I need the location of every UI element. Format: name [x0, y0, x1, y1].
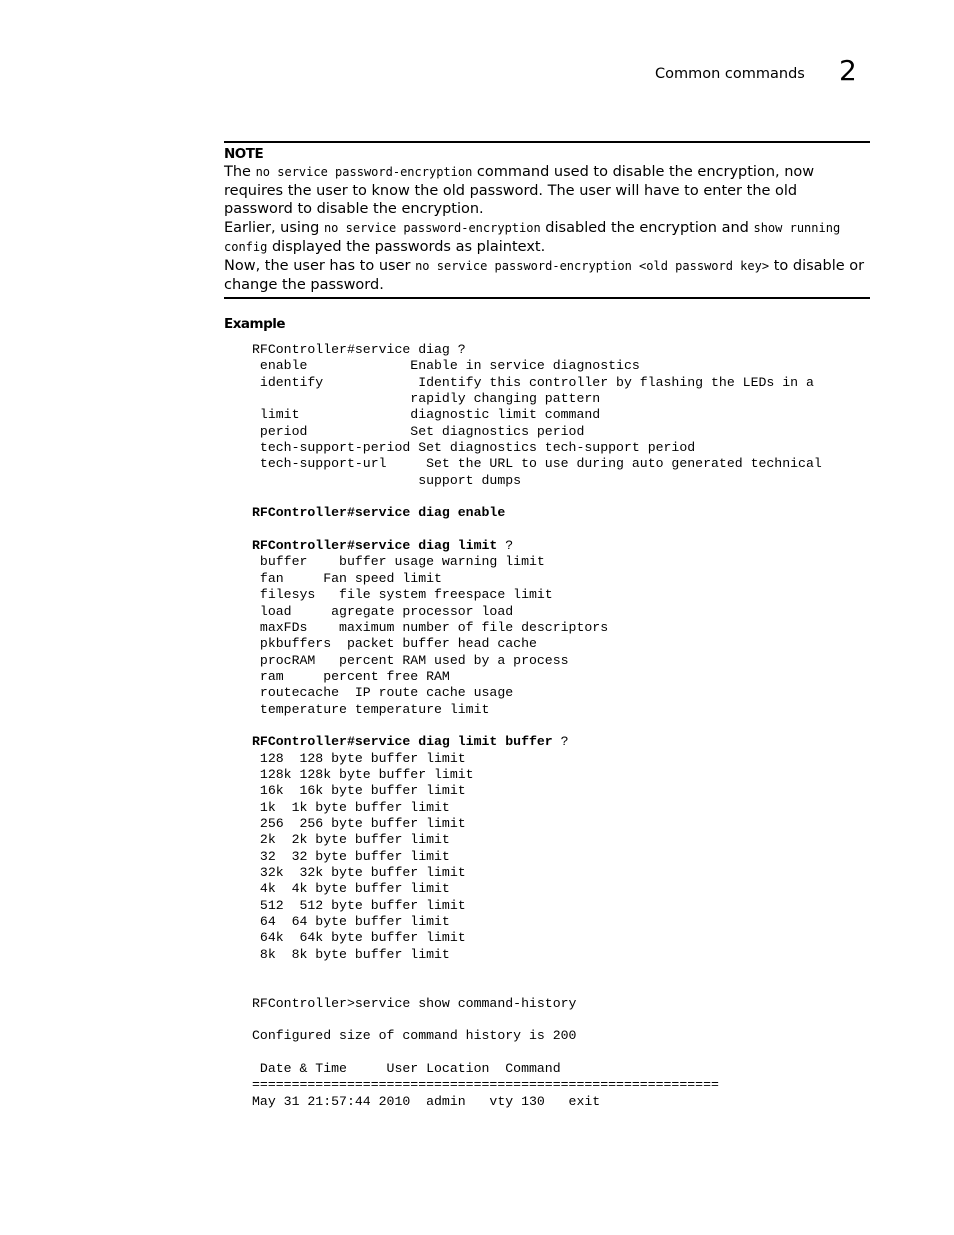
code-text: RFController#service diag ?: [252, 342, 466, 357]
code-text: 128 128 byte buffer limit: [252, 750, 466, 766]
code-text: limit diagnostic limit command: [252, 407, 601, 423]
code-text: filesys file system freespace limit: [252, 587, 553, 603]
inline-command: no service password-encryption <old password key>: [415, 258, 770, 273]
code-line: [252, 930, 822, 946]
code-line: [252, 407, 822, 423]
section-title: Common commands: [655, 66, 805, 82]
code-line: [252, 391, 822, 407]
code-text: 2k 2k byte buffer limit: [252, 832, 450, 848]
note-text: Now, the user has to user: [224, 257, 416, 274]
code-text: Date & Time User Location Command: [252, 1061, 561, 1077]
note-bottom-rule: [224, 297, 870, 299]
code-text: 128k 128k byte buffer limit: [252, 766, 474, 782]
code-line: [252, 767, 822, 783]
code-text: enable Enable in service diagnostics: [252, 358, 640, 374]
code-command: RFController#service diag limit buffer: [252, 734, 553, 750]
code-text: temperature temperature limit: [252, 701, 490, 717]
note-box: [224, 145, 870, 294]
code-line: [252, 996, 822, 1012]
code-line: [252, 554, 822, 570]
note-text: disabled the encryption and: [540, 220, 754, 237]
code-text: period Set diagnostics period: [252, 423, 585, 439]
code-line: [252, 1028, 822, 1044]
code-line: [252, 816, 822, 832]
code-line: [252, 718, 822, 734]
note-paragraph-3: [224, 257, 870, 295]
note-text: The: [224, 163, 256, 180]
code-text: ?: [552, 734, 569, 750]
code-line: [252, 751, 822, 767]
note-text: displayed the passwords as plaintext.: [267, 238, 546, 255]
code-line: [252, 898, 822, 914]
code-line: [252, 473, 822, 489]
code-text: 16k 16k byte buffer limit: [252, 783, 466, 799]
note-text: Earlier, using: [224, 220, 324, 237]
code-example: [252, 342, 822, 1110]
code-line: [252, 456, 822, 472]
chapter-number: 2: [839, 54, 857, 87]
code-line: [252, 800, 822, 816]
code-text: 64k 64k byte buffer limit: [252, 930, 466, 946]
code-text: identify Identify this controller by flashing the LEDs in a: [252, 374, 814, 390]
code-command: RFController#service diag enable: [252, 505, 506, 521]
code-line: [252, 783, 822, 799]
code-text: ===========================================================: [252, 1077, 719, 1093]
code-text: procRAM percent RAM used by a process: [252, 652, 569, 668]
code-text: 512 512 byte buffer limit: [252, 897, 466, 913]
code-text: tech-support-url Set the URL to use during auto generated technical: [252, 456, 822, 472]
code-text: May 31 21:57:44 2010 admin vty 130 exit: [252, 1093, 601, 1109]
note-text: to disable or change the password.: [224, 257, 865, 293]
inline-command: no service password-encryption: [323, 221, 541, 236]
code-line: [252, 947, 822, 963]
code-text: 64 64 byte buffer limit: [252, 914, 450, 930]
code-text: 32 32 byte buffer limit: [252, 848, 450, 864]
code-text: fan Fan speed limit: [252, 570, 442, 586]
code-text: 256 256 byte buffer limit: [252, 815, 466, 831]
code-line: [252, 522, 822, 538]
code-line: [252, 685, 822, 701]
note-paragraph-1: [224, 163, 870, 219]
code-line: [252, 653, 822, 669]
code-line: [252, 881, 822, 897]
code-line: [252, 587, 822, 603]
note-label: NOTE: [224, 146, 264, 162]
code-line: [252, 865, 822, 881]
code-line: [252, 342, 822, 358]
code-text: buffer buffer usage warning limit: [252, 554, 545, 570]
code-text: ram percent free RAM: [252, 668, 450, 684]
code-text: routecache IP route cache usage: [252, 685, 514, 701]
code-text: maxFDs maximum number of file descriptors: [252, 619, 609, 635]
code-text: Configured size of command history is 200: [252, 1028, 577, 1044]
code-line: [252, 424, 822, 440]
code-line: [252, 1061, 822, 1077]
code-line: [252, 375, 822, 391]
code-line: [252, 1045, 822, 1061]
code-text: load agregate processor load: [252, 603, 514, 619]
code-text: 4k 4k byte buffer limit: [252, 881, 450, 897]
code-text: 32k 32k byte buffer limit: [252, 865, 466, 880]
inline-command: no service password-encryption: [255, 164, 473, 179]
code-line: [252, 636, 822, 652]
code-line: [252, 1012, 822, 1028]
code-line: [252, 734, 822, 750]
code-line: [252, 979, 822, 995]
code-line: [252, 1094, 822, 1110]
code-line: [252, 669, 822, 685]
code-line: [252, 505, 822, 521]
code-text: 8k 8k byte buffer limit: [252, 946, 450, 962]
code-command: RFController#service diag limit: [252, 538, 498, 554]
code-line: [252, 832, 822, 848]
code-text: tech-support-period Set diagnostics tech-support period: [252, 440, 696, 456]
code-text: pkbuffers packet buffer head cache: [252, 636, 537, 652]
code-line: [252, 440, 822, 456]
code-line: [252, 620, 822, 636]
inline-command: show running config: [224, 221, 841, 254]
code-text: ?: [497, 538, 514, 554]
code-text: RFController>service show command-history: [252, 995, 577, 1011]
code-line: [252, 538, 822, 554]
code-line: [252, 914, 822, 930]
code-text: support dumps: [252, 472, 522, 488]
code-line: [252, 358, 822, 374]
code-line: [252, 604, 822, 620]
code-text: 1k 1k byte buffer limit: [252, 799, 450, 815]
code-line: [252, 571, 822, 587]
note-paragraph-2: [224, 219, 870, 257]
note-top-rule: [224, 141, 870, 143]
code-line: [252, 489, 822, 505]
code-line: [252, 849, 822, 865]
note-text: command used to disable the encryption, now requires the user to know the old password. The user will have to enter the old password to disable the encryption.: [224, 163, 815, 218]
code-text: rapidly changing pattern: [252, 391, 601, 407]
code-line: [252, 1077, 822, 1093]
code-line: [252, 702, 822, 718]
code-line: [252, 963, 822, 979]
example-heading: Example: [224, 316, 286, 332]
